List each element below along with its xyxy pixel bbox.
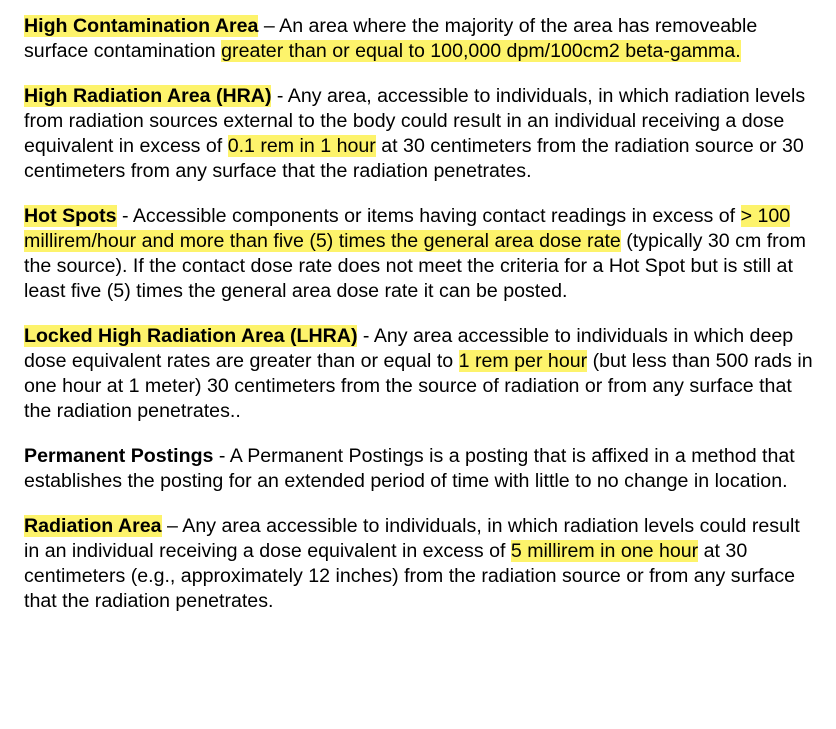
definition-hot-spots	[24, 204, 814, 304]
definition-text: at 30 centimeters (e.g., approximately 12 inches) from the radiation source or from any surface that the radiation penetrates.	[24, 540, 796, 612]
highlighted-text: > 100 millirem/hour and more than five (5) times the general area dose rate	[24, 205, 791, 252]
definition-locked-high-radiation-area	[24, 324, 814, 424]
definition-permanent-postings	[24, 444, 814, 494]
definition-radiation-area	[24, 514, 814, 614]
definition-term: High Contamination Area	[24, 15, 259, 37]
definitions-document	[24, 14, 814, 634]
definition-text: at 30 centimeters from the radiation source or 30 centimeters from any surface that the radiation penetrates.	[24, 135, 804, 182]
definition-term: Radiation Area	[24, 515, 162, 537]
definition-term: High Radiation Area (HRA)	[24, 85, 272, 107]
definition-term: Locked High Radiation Area (LHRA)	[24, 325, 358, 347]
definition-text: - Any area accessible to individuals in which deep dose equivalent rates are greater than or equal to	[24, 325, 794, 372]
definition-high-radiation-area	[24, 84, 814, 184]
highlighted-text: greater than or equal to 100,000 dpm/100cm2 beta-gamma.	[221, 40, 741, 62]
definition-text: – Any area accessible to individuals, in which radiation levels could result in an individual receiving a dose equivalent in excess of	[24, 515, 800, 562]
definition-text: - Accessible components or items having contact readings in excess of	[116, 205, 741, 227]
definition-text: (typically 30 cm from the source). If the contact dose rate does not meet the criteria for a Hot Spot but is still at least five (5) times the general area dose rate it can be posted.	[24, 230, 806, 302]
highlighted-text: 0.1 rem in 1 hour	[227, 135, 376, 157]
definition-text: - Any area, accessible to individuals, in which radiation levels from radiation sources external to the body could result in an individual receiving a dose equivalent in excess of	[24, 85, 806, 157]
definition-term: Hot Spots	[24, 205, 117, 227]
definition-text: – An area where the majority of the area has removeable surface contamination	[24, 15, 758, 62]
definition-term: Permanent Postings	[24, 445, 214, 467]
highlighted-text: 1 rem per hour	[458, 350, 588, 372]
definition-text: - A Permanent Postings is a posting that is affixed in a method that establishes the posting for an extended period of time with little to no change in location.	[24, 445, 795, 492]
definition-high-contamination-area	[24, 14, 814, 64]
highlighted-text: 5 millirem in one hour	[510, 540, 699, 562]
definition-text: (but less than 500 rads in one hour at 1 meter) 30 centimeters from the source of radiation or from any surface that the radiation penetrates..	[24, 350, 813, 422]
